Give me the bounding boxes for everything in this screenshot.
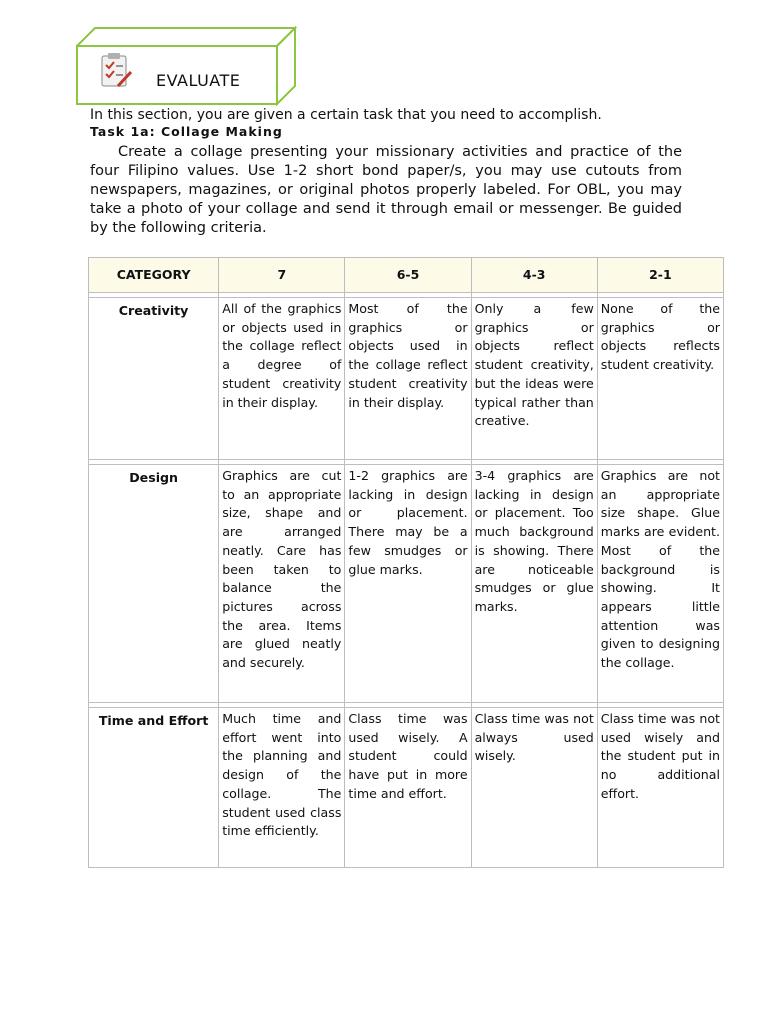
criteria-cell: Graphics are cut to an appropriate size, shape and are arranged neatly. Care has been taken to balance the pictures across the area. Items are glued neatly and securely. bbox=[219, 465, 345, 703]
header-score-2-1: 2-1 bbox=[597, 258, 723, 293]
criteria-cell: All of the graphics or objects used in the collage reflect a degree of student creativity in their display. bbox=[219, 298, 345, 460]
rubric-row-creativity bbox=[89, 298, 724, 460]
criteria-cell: 1-2 graphics are lacking in design or placement. There may be a few smudges or glue marks. bbox=[345, 465, 471, 703]
header-score-7: 7 bbox=[219, 258, 345, 293]
header-category: CATEGORY bbox=[89, 258, 219, 293]
criteria-cell: Much time and effort went into the planning and design of the collage. The student used class time efficiently. bbox=[219, 708, 345, 868]
criteria-cell: Class time was not always used wisely. bbox=[471, 708, 597, 868]
rubric-row-time-and-effort bbox=[89, 708, 724, 868]
task-instructions: Create a collage presenting your missionary activities and practice of the four Filipino values. Use 1-2 short bond paper/s, you may use cutouts from newspapers, magazines, or original photos properly labeled. For OBL, you may take a photo of your collage and send it through email or messenger. Be guided by the following criteria. bbox=[90, 144, 682, 236]
rubric-row-design bbox=[89, 465, 724, 703]
criteria-cell: Most of the graphics or objects used in the collage reflect student creativity in their display. bbox=[345, 298, 471, 460]
rubric-table bbox=[88, 257, 724, 868]
task-title: Task 1a: Collage Making bbox=[90, 124, 283, 139]
criteria-cell: Only a few graphics or objects reflect student creativity, but the ideas were typical rather than creative. bbox=[471, 298, 597, 460]
category-label: Creativity bbox=[89, 298, 219, 460]
criteria-cell: Graphics are not an appropriate size shape. Glue marks are evident. Most of the background is showing. It appears little attention was given to designing the collage. bbox=[597, 465, 723, 703]
evaluate-section-box bbox=[76, 26, 296, 104]
header-score-6-5: 6-5 bbox=[345, 258, 471, 293]
section-title: EVALUATE bbox=[156, 71, 241, 90]
criteria-cell: None of the graphics or objects reflects student creativity. bbox=[597, 298, 723, 460]
criteria-cell: Class time was used wisely. A student could have put in more time and effort. bbox=[345, 708, 471, 868]
criteria-cell: 3-4 graphics are lacking in design or placement. Too much background is showing. There are noticeable smudges or glue marks. bbox=[471, 465, 597, 703]
intro-text: In this section, you are given a certain task that you need to accomplish. bbox=[90, 107, 602, 123]
category-label: Time and Effort bbox=[89, 708, 219, 868]
rubric-header-row bbox=[89, 258, 724, 293]
header-score-4-3: 4-3 bbox=[471, 258, 597, 293]
criteria-cell: Class time was not used wisely and the student put in no additional effort. bbox=[597, 708, 723, 868]
category-label: Design bbox=[89, 465, 219, 703]
